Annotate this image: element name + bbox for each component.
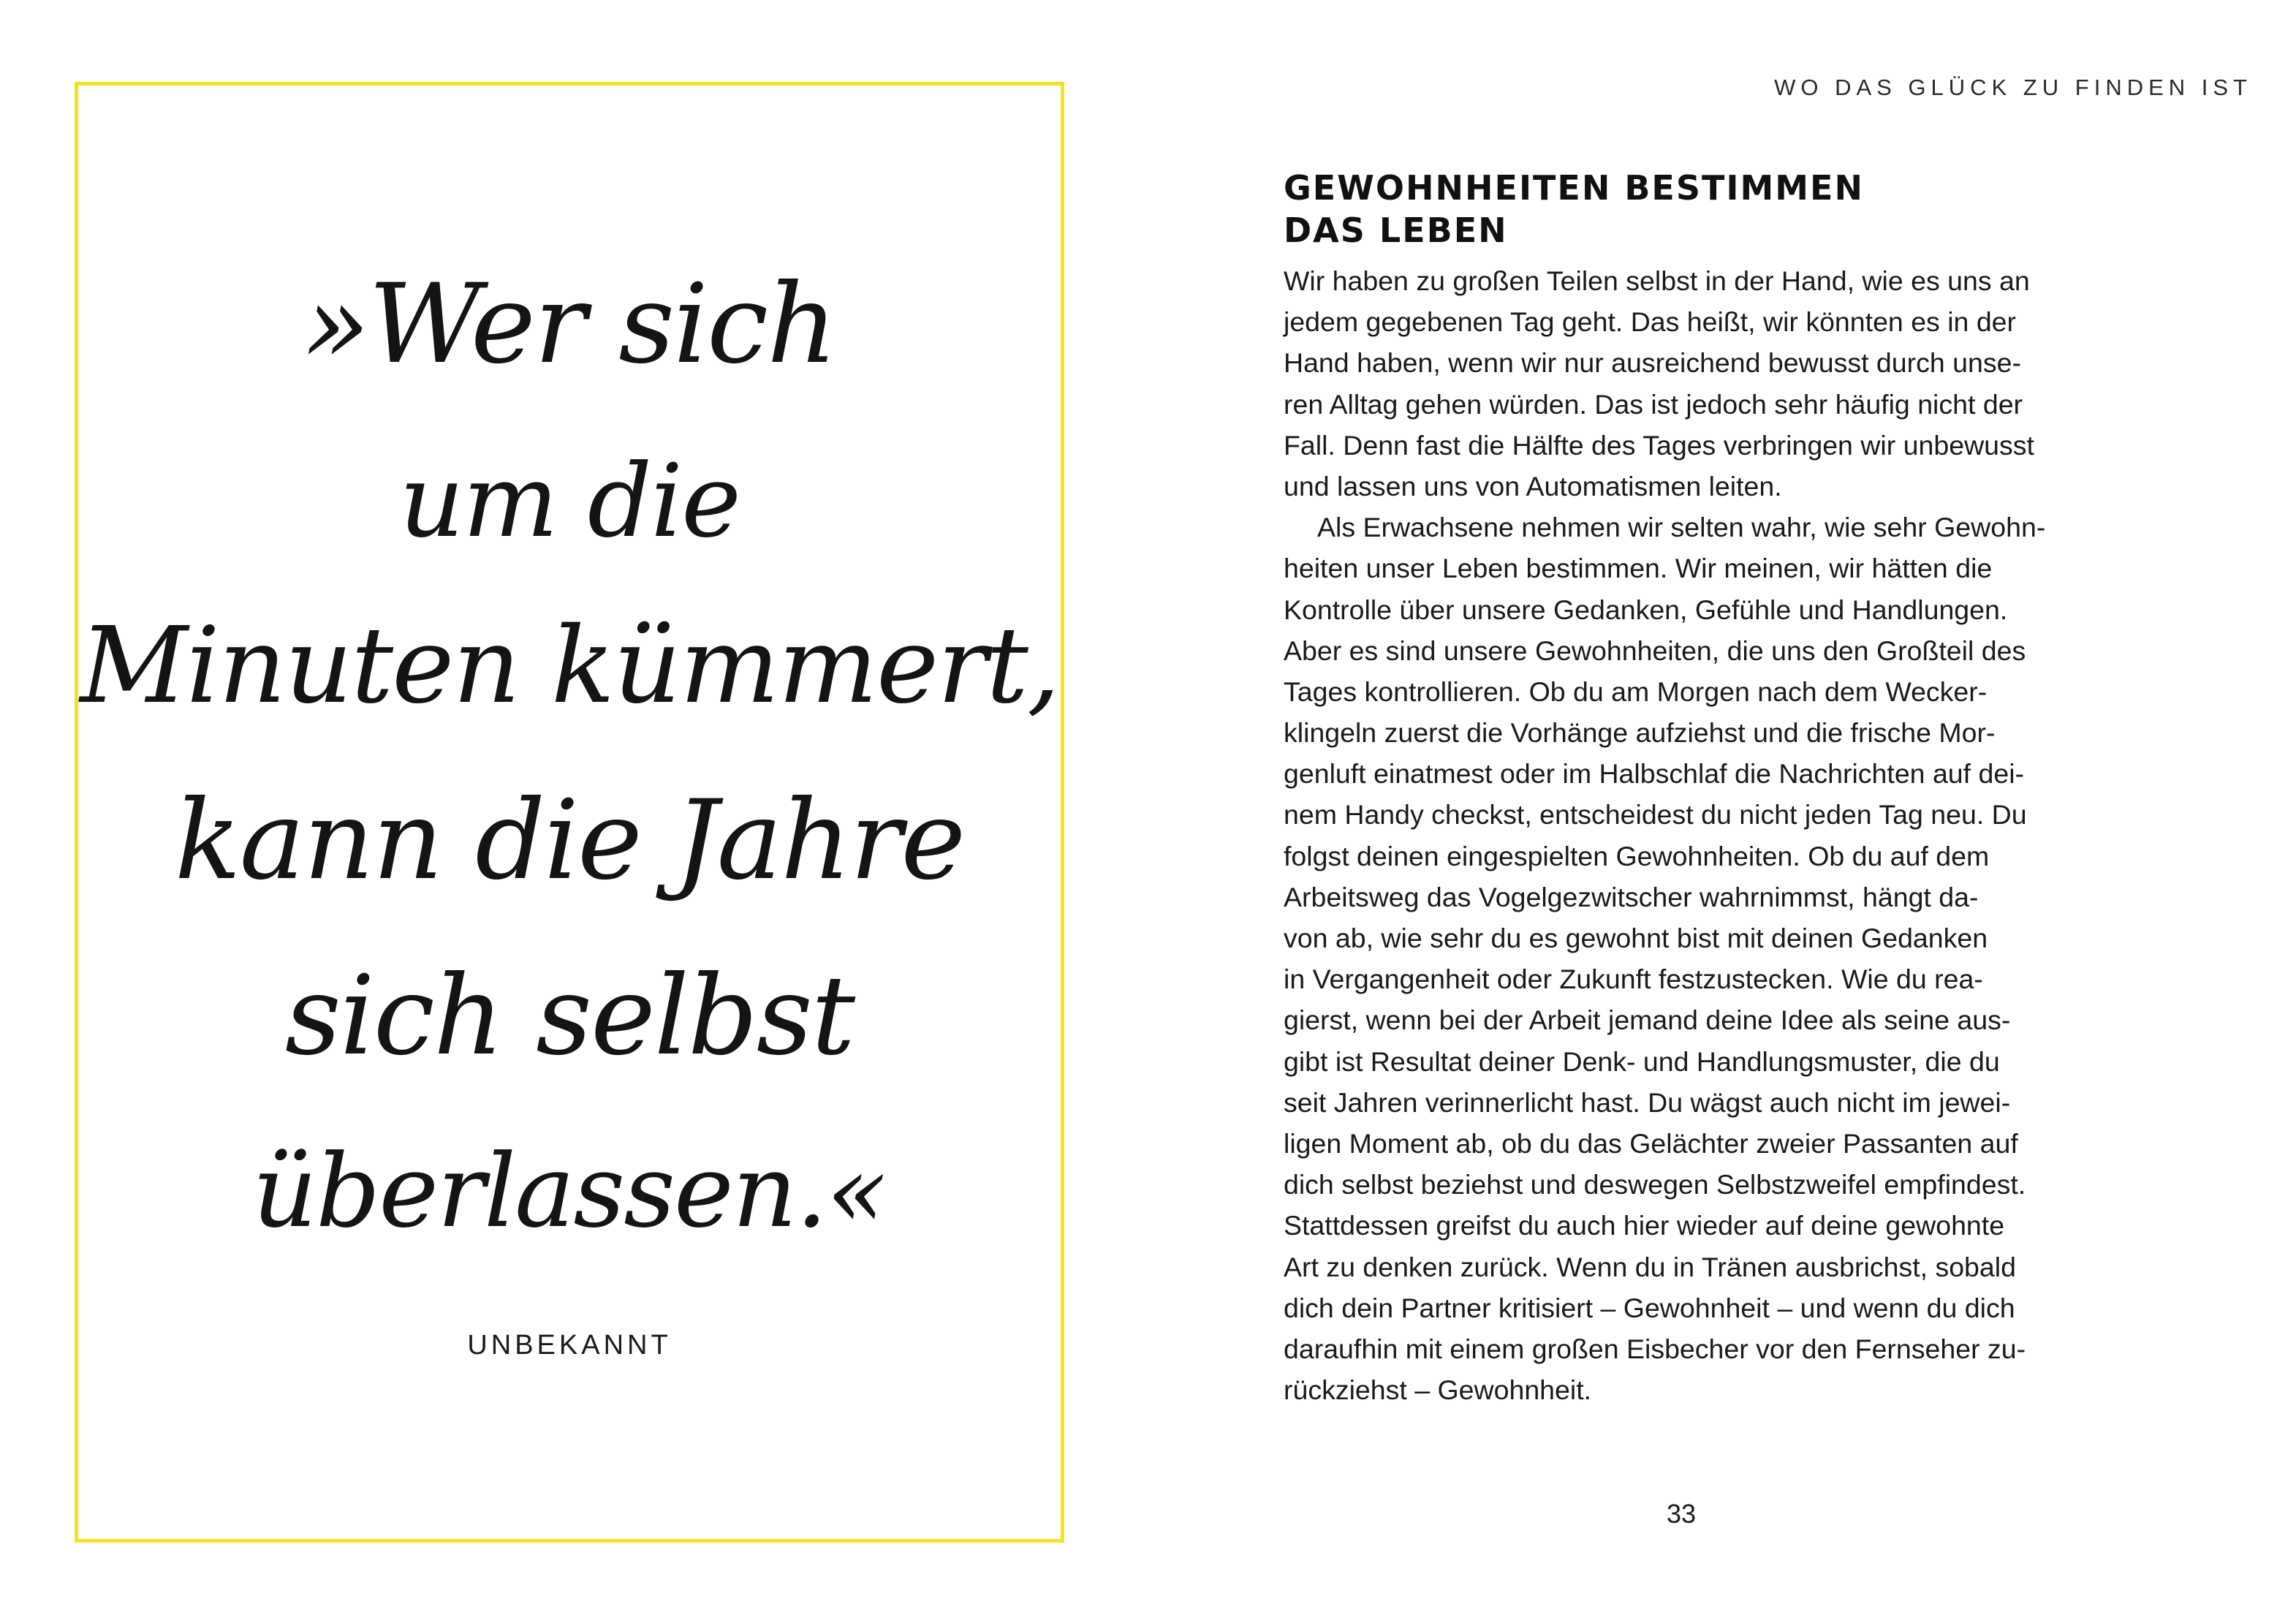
- body-line: Hand haben, wenn wir nur ausreichend bewusst durch unse-: [1284, 347, 2021, 379]
- body-line: ren Alltag gehen würden. Das ist jedoch sehr häufig nicht der: [1284, 388, 2023, 420]
- running-head: WO DAS GLÜCK ZU FINDEN IST: [1774, 75, 2252, 100]
- quote-author: UNBEKANNT: [467, 1330, 672, 1361]
- quote-line: überlassen.«: [252, 1132, 887, 1250]
- body-line: heiten unser Leben bestimmen. Wir meinen, wir hätten die: [1284, 553, 1993, 584]
- quote-line: kann die Jahre: [174, 777, 965, 904]
- section-heading: [1284, 167, 2088, 251]
- body-line: daraufhin mit einem großen Eisbecher vor den Fernseher zu-: [1284, 1333, 2026, 1364]
- body-line: genluft einatmest oder im Halbschlaf die Nachrichten auf dei-: [1284, 758, 2025, 790]
- body-line: Art zu denken zurück. Wenn du in Tränen ausbrichst, sobald: [1284, 1251, 2016, 1282]
- body-line: jedem gegebenen Tag geht. Das heißt, wir könnten es in der: [1284, 306, 2017, 338]
- body-line: dich dein Partner kritisiert – Gewohnheit – und wenn du dich: [1284, 1292, 2015, 1323]
- body-line: in Vergangenheit oder Zukunft festzustecken. Wie du rea-: [1284, 964, 1983, 995]
- body-line: dich selbst beziehst und deswegen Selbstzweifel empfindest.: [1284, 1169, 2026, 1200]
- body-line: gierst, wenn bei der Arbeit jemand deine Idee als seine aus-: [1284, 1005, 2011, 1036]
- heading-line: DAS LEBEN: [1284, 211, 1508, 250]
- quote-line: sich selbst: [284, 953, 855, 1080]
- quote-line: »Wer sich: [303, 261, 836, 388]
- body-line: ligen Moment ab, ob du das Gelächter zweier Passanten auf: [1284, 1127, 2018, 1159]
- body-line: nem Handy checkst, entscheidest du nicht jeden Tag neu. Du: [1284, 799, 2027, 831]
- body-line: von ab, wie sehr du es gewohnt bist mit deinen Gedanken: [1284, 923, 1988, 953]
- body-line: Fall. Denn fast die Hälfte des Tages verbringen wir unbewusst: [1284, 429, 2034, 461]
- quote-line: um die: [399, 442, 740, 560]
- body-line: rückziehst – Gewohnheit.: [1284, 1374, 1592, 1406]
- page-number: 33: [1667, 1499, 1697, 1529]
- body-line: Arbeitsweg das Vogelgezwitscher wahrnimmst, hängt da-: [1284, 881, 1979, 912]
- body-line: Tages kontrollieren. Ob du am Morgen nach dem Wecker-: [1284, 676, 1988, 707]
- body-line: klingeln zuerst die Vorhänge aufziehst und die frische Mor-: [1284, 717, 1996, 749]
- quote-line: Minuten kümmert,: [80, 604, 1059, 727]
- body-line: Wir haben zu großen Teilen selbst in der Hand, wie es uns an: [1284, 265, 2030, 296]
- body-line: gibt ist Resultat deiner Denk- und Handlungsmuster, die du: [1284, 1045, 2000, 1077]
- quote-frame: [75, 82, 1064, 1543]
- body-line: Stattdessen greifst du auch hier wieder auf deine gewohnte: [1284, 1210, 2005, 1241]
- body-text: [1284, 260, 2083, 1410]
- body-line: seit Jahren verinnerlicht hast. Du wägst auch nicht im jewei-: [1284, 1086, 2011, 1118]
- heading-line: GEWOHNHEITEN BESTIMMEN: [1284, 168, 1864, 208]
- handwritten-quote: [78, 86, 1061, 1539]
- body-line: Kontrolle über unsere Gedanken, Gefühle und Handlungen.: [1284, 594, 2008, 625]
- body-line: folgst deinen eingespielten Gewohnheiten. Ob du auf dem: [1284, 840, 1990, 871]
- body-line: Aber es sind unsere Gewohnheiten, die uns den Großteil des: [1284, 635, 2026, 666]
- body-line: Als Erwachsene nehmen wir selten wahr, wie sehr Gewohn-: [1317, 512, 2046, 543]
- right-page: [1148, 0, 2296, 1623]
- body-line: und lassen uns von Automatismen leiten.: [1284, 470, 1782, 502]
